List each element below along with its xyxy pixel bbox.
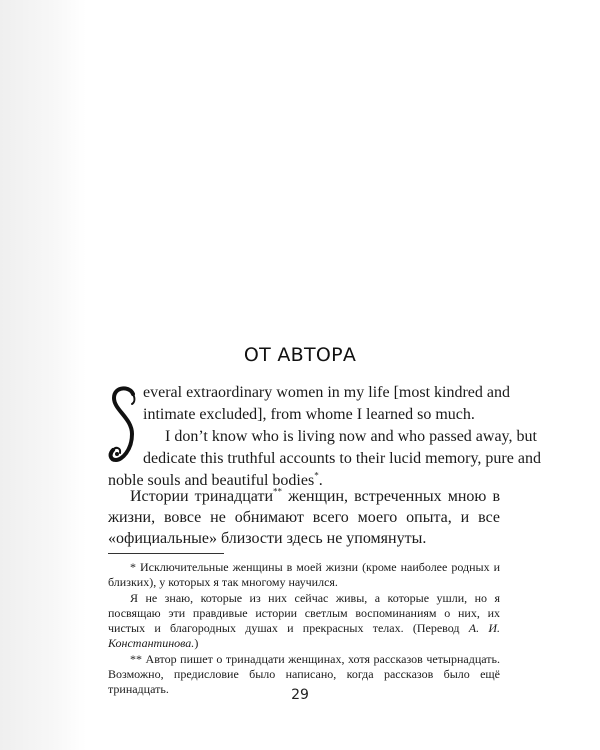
ornamental-dropcap-s bbox=[108, 384, 138, 468]
epigraph-period: . bbox=[318, 472, 323, 489]
page-gutter-shadow bbox=[0, 0, 86, 750]
epigraph-line-4: dedicate this truthful accounts to their lucid memory, pure and bbox=[143, 450, 541, 467]
footnote-marker-2: ** bbox=[273, 486, 283, 497]
russian-paragraph bbox=[108, 486, 500, 549]
english-epigraph bbox=[108, 382, 541, 492]
footnotes-block bbox=[108, 560, 500, 697]
footnote-divider bbox=[108, 553, 224, 554]
page-number: 29 bbox=[291, 687, 309, 703]
russian-text-part-2: женщин, встреченных мною в жизни, вовсе не обнимают всего моего опыта, и все «официальные» близости здесь не упомянуты. bbox=[108, 488, 501, 547]
footnote-1-paragraph-2 bbox=[108, 591, 500, 651]
footnote-1-close-paren: ) bbox=[194, 636, 199, 650]
epigraph-line-5-text: noble souls and beautiful bodies bbox=[108, 472, 315, 489]
epigraph-line-2: intimate excluded], from whome I learned so much. bbox=[143, 406, 475, 423]
footnote-1-paragraph-1: * Исключительные женщины в моей жизни (кроме наиболее родных и близких), у которых я так многому научился. bbox=[108, 560, 500, 589]
chapter-title: ОТ АВТОРА bbox=[243, 344, 357, 366]
epigraph-line-3: I don’t know who is living now and who passed away, but bbox=[165, 428, 537, 445]
footnote-marker-1: * bbox=[314, 470, 319, 481]
epigraph-line-1: everal extraordinary women in my life [most kindred and bbox=[143, 384, 510, 401]
footnote-2: ** Автор пишет о тринадцати женщинах, хотя рассказов четырнадцать. Возможно, предисловие было написано, когда рассказов было ещё тринадцать. bbox=[108, 652, 500, 696]
footnote-1-translation-text: Я не знаю, которые из них сейчас живы, а которые ушли, но я посвящаю эти правдивые истории светлым воспоминаниям о них, их чистых и благородных душах и прекрасных телах. (Перевод bbox=[108, 591, 500, 635]
russian-text-part-1: Истории тринадцати bbox=[130, 488, 274, 505]
footnote-1-translator: А. И. Константинова. bbox=[108, 621, 500, 650]
